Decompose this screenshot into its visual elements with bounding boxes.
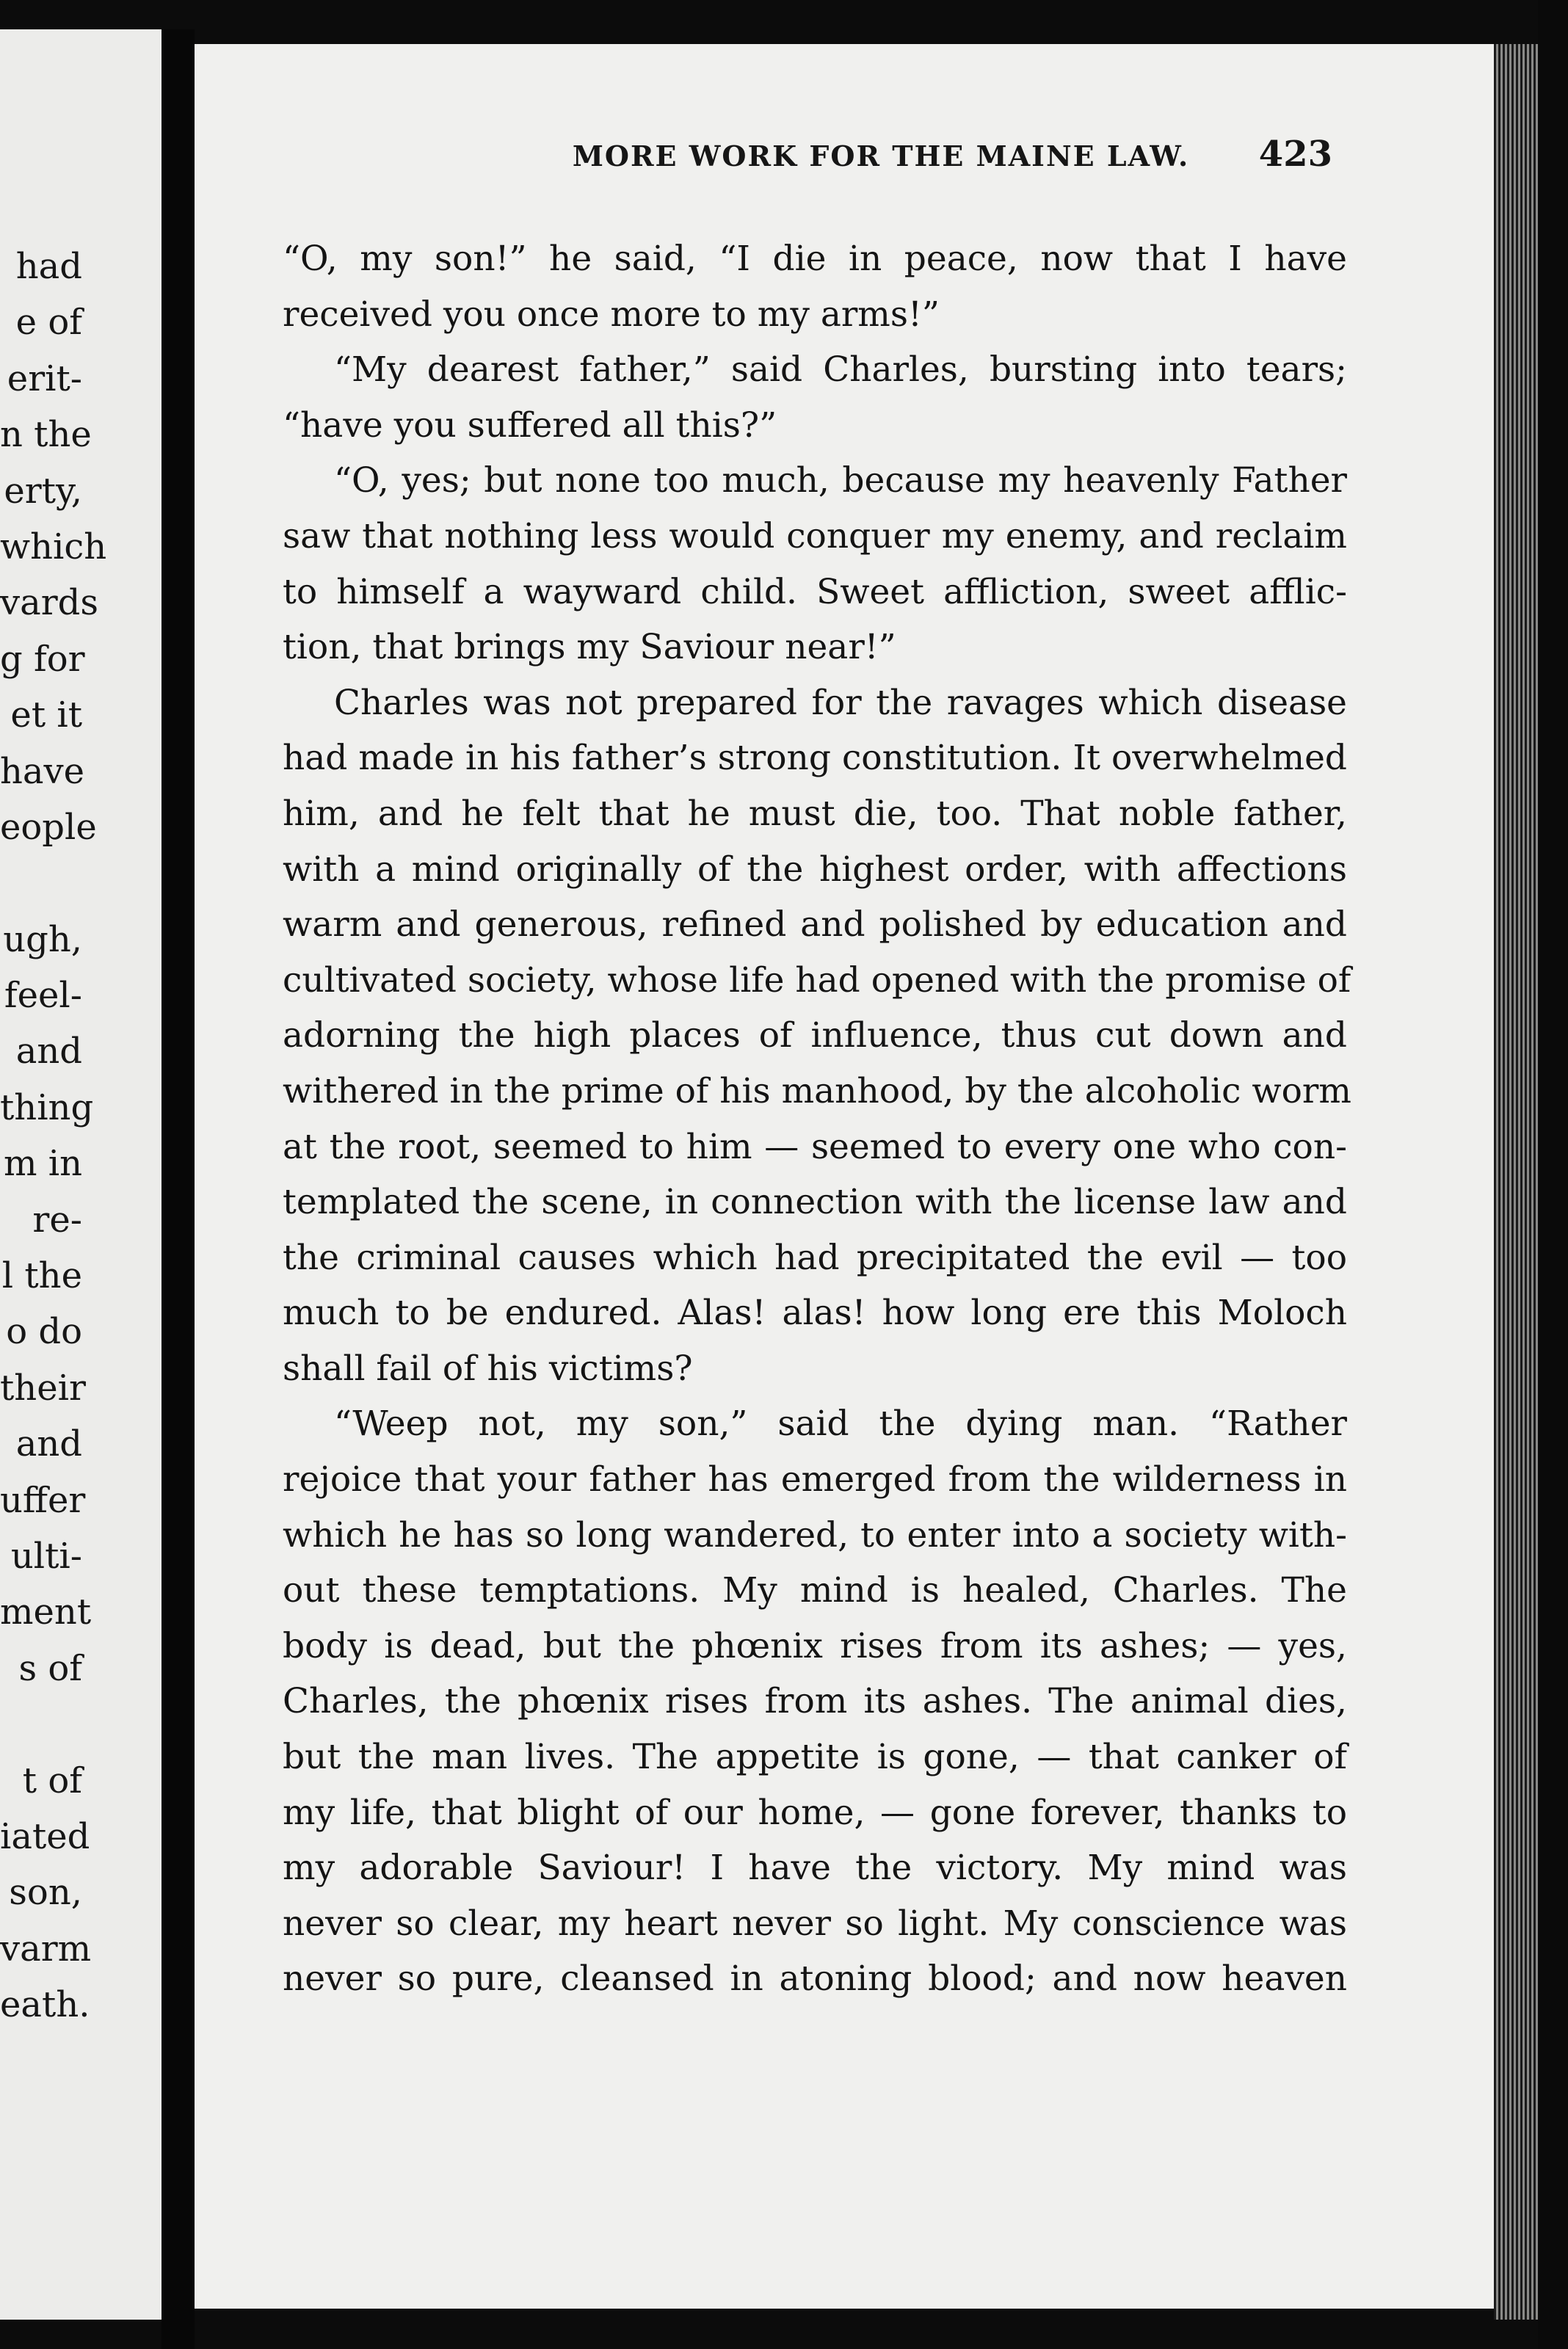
text-line: “Weep not, my son,” said the dying man. “Rather bbox=[334, 1404, 1347, 1445]
text-line: out these temptations. My mind is healed, Charles. The bbox=[283, 1570, 1347, 1611]
running-head: MORE WORK FOR THE MAINE LAW. bbox=[572, 139, 1190, 173]
text-line: cultivated society, whose life had opened with the promise of bbox=[283, 959, 1351, 1001]
left-line: have bbox=[0, 750, 85, 792]
text-line: templated the scene, in connection with the license law and bbox=[283, 1182, 1347, 1223]
left-line: ment bbox=[0, 1591, 92, 1633]
text-line: “O, yes; but none too much, because my heavenly Father bbox=[334, 460, 1347, 501]
left-line: re- bbox=[32, 1199, 82, 1241]
left-line: ulti- bbox=[10, 1535, 82, 1577]
left-line: varm bbox=[0, 1928, 92, 1969]
text-line: saw that nothing less would conquer my enemy, and reclaim bbox=[283, 515, 1347, 556]
left-line: et it bbox=[10, 694, 82, 736]
text-line: which he has so long wandered, to enter into a society with- bbox=[283, 1514, 1347, 1555]
text-line: with a mind originally of the highest order, with affections bbox=[283, 849, 1347, 890]
page-number: 423 bbox=[1258, 134, 1332, 175]
left-line: vards bbox=[0, 582, 99, 624]
left-line: eople bbox=[0, 806, 97, 848]
text-line: him, and he felt that he must die, too. That noble father, bbox=[283, 793, 1347, 834]
left-line: t of bbox=[22, 1760, 82, 1801]
left-line: o do bbox=[6, 1311, 82, 1353]
left-line: m in bbox=[3, 1143, 82, 1185]
left-line: eath. bbox=[0, 1984, 90, 2026]
text-line: at the root, seemed to him — seemed to every one who con- bbox=[283, 1126, 1347, 1167]
text-line: much to be endured. Alas! alas! how long ere this Moloch bbox=[283, 1293, 1347, 1334]
left-line bbox=[0, 1696, 82, 1752]
text-line: Charles was not prepared for the ravages which disease bbox=[334, 682, 1347, 723]
text-line: “have you suffered all this?” bbox=[283, 404, 777, 446]
left-line: feel- bbox=[4, 975, 82, 1017]
text-line: tion, that brings my Saviour near!” bbox=[283, 627, 896, 668]
left-page-text bbox=[0, 239, 107, 2033]
left-line: son, bbox=[9, 1872, 82, 1914]
left-line: and bbox=[15, 1423, 82, 1465]
text-line: never so clear, my heart never so light. My conscience was bbox=[283, 1903, 1347, 1944]
text-line: rejoice that your father has emerged from the wilderness in bbox=[283, 1459, 1347, 1500]
left-line: thing bbox=[0, 1086, 94, 1128]
text-line: “My dearest father,” said Charles, bursting into tears; bbox=[334, 349, 1347, 391]
text-line: the criminal causes which had precipitated the evil — too bbox=[283, 1237, 1347, 1278]
text-line: my adorable Saviour! I have the victory. My mind was bbox=[283, 1848, 1347, 1889]
scan-border bbox=[1538, 0, 1568, 2349]
text-line: had made in his father’s strong constitution. It overwhelmed bbox=[283, 738, 1347, 779]
left-facing-page bbox=[0, 29, 161, 2320]
text-line: received you once more to my arms!” bbox=[283, 294, 940, 335]
left-line: uffer bbox=[0, 1479, 86, 1521]
text-line: adorning the high places of influence, thus cut down and bbox=[283, 1015, 1347, 1056]
left-line: g for bbox=[0, 638, 85, 680]
left-line: erit- bbox=[7, 357, 82, 399]
left-line: l the bbox=[1, 1255, 82, 1297]
text-line: shall fail of his victims? bbox=[283, 1348, 693, 1389]
left-line bbox=[0, 855, 82, 911]
text-line: to himself a wayward child. Sweet affliction, sweet afflic- bbox=[283, 571, 1347, 612]
left-line: their bbox=[0, 1367, 86, 1409]
left-line: had bbox=[15, 246, 82, 287]
left-line: and bbox=[15, 1031, 82, 1072]
left-line: iated bbox=[0, 1815, 90, 1857]
left-line: e of bbox=[15, 302, 82, 344]
left-line: which bbox=[0, 526, 107, 567]
text-line: “O, my son!” he said, “I die in peace, now that I have bbox=[283, 239, 1347, 279]
book-gutter bbox=[161, 29, 195, 2349]
left-line: n the bbox=[0, 414, 92, 456]
page-edge-stack bbox=[1494, 44, 1538, 2320]
text-line: Charles, the phœnix rises from its ashes. The animal dies, bbox=[283, 1681, 1347, 1722]
left-line: ugh, bbox=[3, 918, 82, 960]
body-text bbox=[283, 231, 1351, 2007]
text-line: body is dead, but the phœnix rises from its ashes; — yes, bbox=[283, 1625, 1347, 1666]
left-line: s of bbox=[18, 1647, 82, 1689]
left-line: erty, bbox=[4, 470, 82, 512]
text-line: but the man lives. The appetite is gone, — that canker of bbox=[283, 1737, 1347, 1778]
main-page bbox=[195, 44, 1494, 2309]
text-line: withered in the prime of his manhood, by the alcoholic worm bbox=[283, 1070, 1351, 1111]
text-line: my life, that blight of our home, — gone forever, thanks to bbox=[283, 1792, 1347, 1833]
text-line: warm and generous, refined and polished by education and bbox=[283, 904, 1347, 945]
text-line: never so pure, cleansed in atoning blood; and now heaven bbox=[283, 1958, 1347, 2000]
